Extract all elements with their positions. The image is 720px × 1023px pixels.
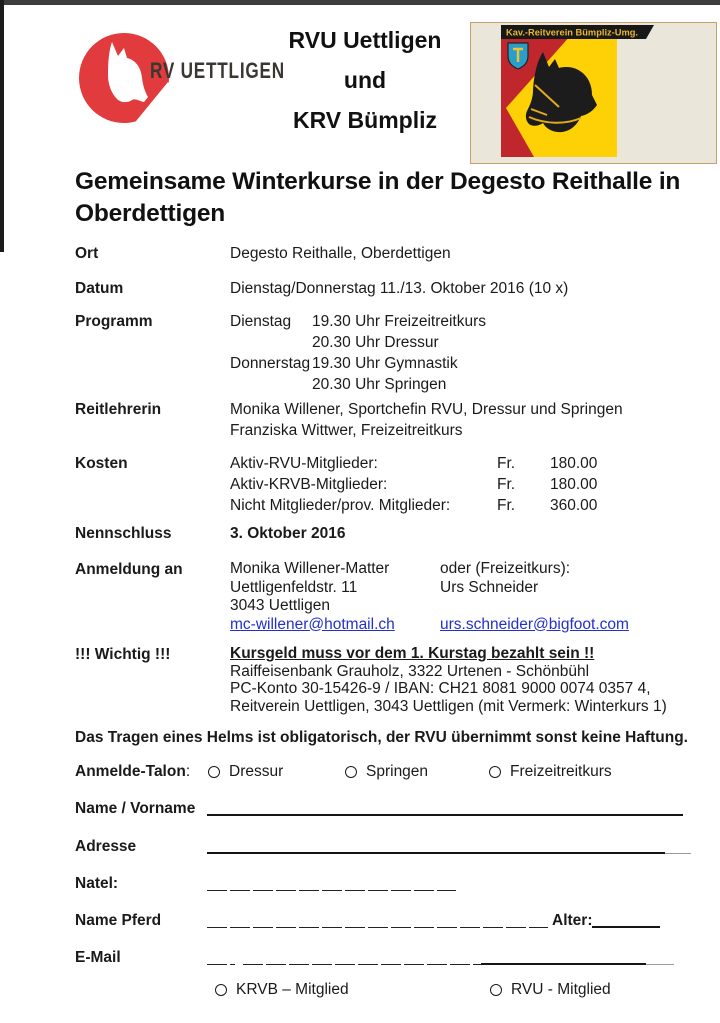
cost-name: Aktiv-KRVB-Mitglieder:	[230, 476, 388, 493]
radio-option-label: Springen	[366, 763, 429, 780]
natel-input-line[interactable]	[207, 890, 456, 892]
scan-left-edge	[0, 0, 4, 252]
alter-input-line[interactable]	[592, 926, 660, 929]
anmeldung-label: Anmeldung an	[75, 561, 183, 578]
adresse-input-line-tail[interactable]	[665, 853, 691, 854]
email-input-line-3[interactable]	[481, 963, 646, 965]
name-input-line[interactable]	[207, 814, 683, 816]
krvb-flag-logo-icon	[470, 22, 717, 164]
cost-currency: Fr.	[497, 476, 516, 493]
pferd-row	[75, 910, 707, 930]
schedule-time: 19.30 Uhr Freizeitreitkurs	[312, 313, 487, 330]
payment-line: Reitverein Uettligen, 3043 Uettligen (mit Vermerk: Winterkurs 1)	[230, 697, 667, 715]
radio-option-label: KRVB – Mitglied	[236, 981, 349, 998]
name-label: Name / Vorname	[75, 800, 196, 817]
radio-icon[interactable]	[490, 984, 502, 996]
info-row-ort	[75, 244, 707, 264]
info-row-programm	[75, 311, 707, 395]
info-row-datum	[75, 279, 707, 299]
kosten-label: Kosten	[75, 455, 128, 472]
document-title-block	[252, 20, 478, 140]
schedule-day: Dienstag	[230, 313, 292, 330]
title-line-1: RVU Uettligen	[288, 27, 442, 53]
pferd-input-line[interactable]	[207, 927, 548, 929]
contact-line: Uettligenfeldstr. 11	[230, 578, 358, 596]
schedule-time: 20.30 Uhr Dressur	[312, 334, 439, 351]
contact-line: 3043 Uettligen	[230, 597, 330, 614]
email-label: E-Mail	[75, 949, 121, 966]
payment-line: PC-Konto 30-15426-9 / IBAN: CH21 8081 9000 0074 0357 4,	[230, 680, 651, 697]
radio-option-rvu-mitglied[interactable]	[490, 981, 611, 999]
natel-label: Natel:	[75, 875, 119, 892]
schedule-day: Donnerstag	[230, 355, 311, 372]
pferd-label: Name Pferd	[75, 912, 162, 929]
radio-icon[interactable]	[489, 766, 501, 778]
radio-icon[interactable]	[208, 766, 220, 778]
talon-colon: :	[185, 763, 191, 780]
page-title: Gemeinsame Winterkurse in der Degesto Reithalle in Oberdettigen	[75, 168, 681, 227]
adresse-row	[75, 836, 707, 856]
ort-value: Degesto Reithalle, Oberdettigen	[230, 245, 451, 262]
adresse-label: Adresse	[75, 838, 137, 855]
radio-option-label: RVU - Mitglied	[511, 981, 611, 998]
datum-value: Dienstag/Donnerstag 11./13. Oktober 2016 (10 x)	[230, 280, 569, 297]
schedule-time: 19.30 Uhr Gymnastik	[312, 355, 458, 372]
course-info-section	[75, 244, 707, 715]
info-row-anmeldung	[75, 560, 707, 634]
cost-name: Aktiv-RVU-Mitglieder:	[230, 455, 378, 472]
radio-option-krvb-mitglied[interactable]	[215, 981, 490, 999]
email-row	[75, 947, 707, 967]
instructor-line: Monika Willener, Sportchefin RVU, Dressur und Springen	[230, 401, 623, 418]
rvu-logo-wordmark: RV UETTLIGEN	[150, 58, 285, 83]
talon-row	[75, 761, 707, 781]
payment-notice-headline: Kursgeld muss vor dem 1. Kurstag bezahlt sein !!	[230, 645, 595, 662]
scan-top-edge	[0, 0, 720, 5]
email-input-line-2[interactable]	[243, 964, 481, 966]
contact-column-1	[230, 560, 440, 634]
cost-currency: Fr.	[497, 497, 516, 514]
reitlehrerin-label: Reitlehrerin	[75, 401, 162, 418]
ort-label: Ort	[75, 245, 99, 262]
schedule-day	[230, 374, 312, 395]
info-row-nennschluss	[75, 524, 707, 544]
email-input-line-tail[interactable]	[646, 964, 674, 965]
nennschluss-value: 3. Oktober 2016	[230, 525, 346, 542]
cost-line	[230, 495, 707, 516]
cost-amount: 180.00	[550, 455, 598, 472]
email-link-schneider[interactable]: urs.schneider@bigfoot.com	[440, 615, 629, 633]
contact-column-2	[440, 560, 629, 634]
title-line-3: KRV Bümpliz	[293, 107, 437, 133]
contact-line: Monika Willener-Matter	[230, 560, 390, 577]
helmet-notice: Das Tragen eines Helms ist obligatorisch, der RVU übernimmt sonst keine Haftung.	[75, 729, 688, 746]
info-row-reitlehrerin	[75, 399, 707, 441]
talon-label: Anmelde-Talon	[75, 763, 186, 780]
radio-option-label: Dressur	[229, 763, 284, 780]
radio-option-dressur[interactable]	[208, 763, 345, 781]
radio-icon[interactable]	[215, 984, 227, 996]
registration-form	[75, 761, 707, 999]
krvb-banner-text: Kav.-Reitverein Bümpliz-Umg.	[506, 27, 638, 38]
schedule-line	[230, 374, 707, 395]
cost-line	[230, 453, 707, 474]
alter-label: Alter:	[552, 912, 593, 929]
datum-label: Datum	[75, 280, 124, 297]
name-row	[75, 798, 707, 818]
radio-icon[interactable]	[345, 766, 357, 778]
info-row-wichtig	[75, 645, 707, 715]
email-link-willener[interactable]: mc-willener@hotmail.ch	[230, 615, 395, 633]
radio-option-springen[interactable]	[345, 763, 489, 781]
schedule-line	[230, 332, 707, 353]
schedule-line	[230, 353, 707, 374]
cost-currency: Fr.	[497, 455, 516, 472]
cost-name: Nicht Mitglieder/prov. Mitglieder:	[230, 497, 451, 514]
info-row-kosten	[75, 453, 707, 516]
wichtig-label: !!! Wichtig !!!	[75, 646, 171, 663]
radio-option-label: Freizeitreitkurs	[510, 763, 612, 780]
schedule-day	[230, 332, 312, 353]
schedule-time: 20.30 Uhr Springen	[312, 376, 447, 393]
cost-line	[230, 474, 707, 495]
programm-label: Programm	[75, 313, 153, 330]
adresse-input-line[interactable]	[207, 852, 665, 854]
payment-line: Raiffeisenbank Grauholz, 3322 Urtenen - Schönbühl	[230, 662, 590, 680]
natel-row	[75, 873, 707, 893]
cost-amount: 360.00	[550, 497, 598, 514]
schedule-line	[230, 311, 707, 332]
nennschluss-label: Nennschluss	[75, 525, 172, 542]
email-input-line-1[interactable]	[207, 964, 235, 966]
instructor-line: Franziska Wittwer, Freizeitreitkurs	[230, 422, 463, 439]
membership-row	[75, 981, 707, 999]
contact-line: oder (Freizeitkurs):	[440, 560, 571, 577]
contact-line: Urs Schneider	[440, 578, 539, 596]
title-line-2: und	[343, 67, 387, 93]
cost-amount: 180.00	[550, 476, 598, 493]
radio-option-freizeitreitkurs[interactable]	[489, 763, 612, 781]
